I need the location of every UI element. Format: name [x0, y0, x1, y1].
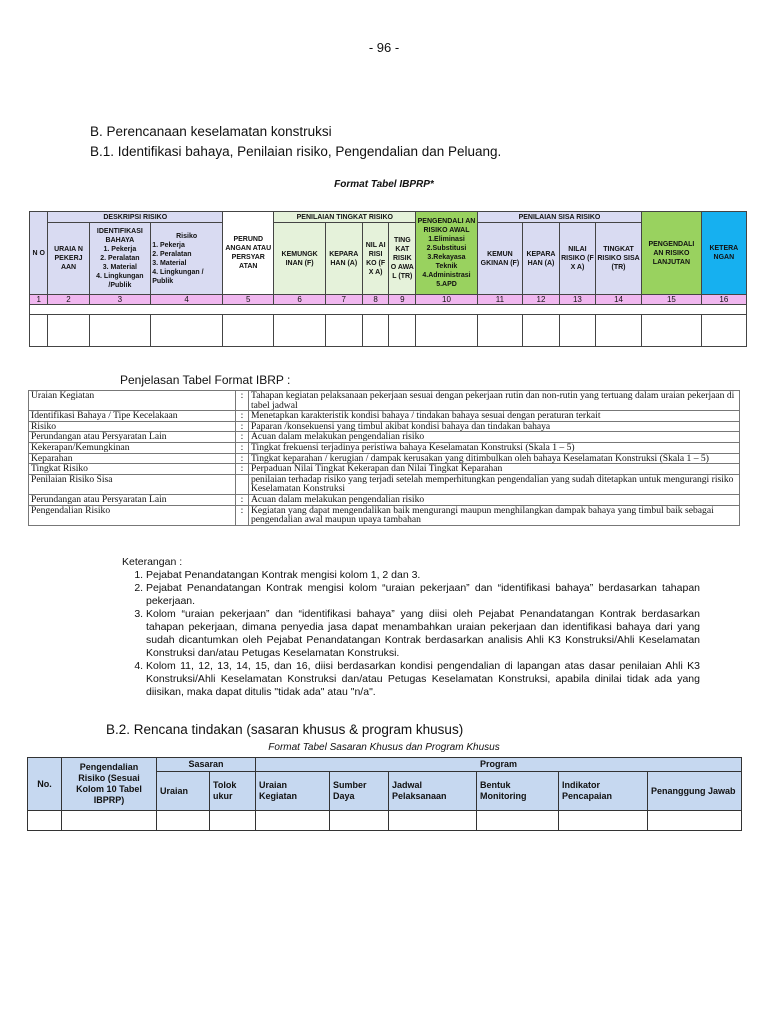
list-item: 1. Pejabat Penandatangan Kontrak mengisi kolom 1, 2 dan 3.	[146, 569, 700, 582]
program-header: Program	[256, 758, 742, 772]
description: Tahapan kegiatan pelaksanaan pekerjaan sesuai dengan pekerjaan rutin dan non-rutin yang tertuang dalam uraian pekerjaan di tabel jadwal	[249, 391, 740, 411]
pengendalian-item: 4.Administrasi	[422, 272, 471, 279]
col-keparahan-sisa: KEPARA HAN (A)	[523, 223, 560, 295]
column-number: 10	[416, 295, 478, 305]
separator: :	[236, 432, 249, 443]
empty-row	[30, 315, 747, 347]
col-keterangan: KETERA NGAN	[701, 212, 746, 295]
column-number: 7	[325, 295, 362, 305]
col-tolok-ukur: Tolok ukur	[210, 772, 256, 811]
ibprp-caption: Format Tabel IBPRP*	[334, 179, 434, 190]
risiko-item: 4. Lingkungan / Publik	[152, 268, 204, 285]
description: Perpaduan Nilai Tingkat Kekerapan dan Nilai Tingkat Keparahan	[249, 464, 740, 475]
column-number: 2	[48, 295, 89, 305]
term: Perundangan atau Persyaratan Lain	[29, 494, 236, 505]
separator: :	[236, 442, 249, 453]
col-kemungkinan-sisa: KEMUN GKINAN (F)	[477, 223, 522, 295]
column-number: 14	[595, 295, 641, 305]
table-row	[29, 474, 740, 494]
column-number: 11	[477, 295, 522, 305]
keterangan-block	[120, 556, 700, 699]
col-pengendalian-awal	[416, 212, 478, 295]
separator: :	[236, 505, 249, 525]
term: Uraian Kegiatan	[29, 391, 236, 411]
penilaian-tingkat-risiko-header: PENILAIAN TINGKAT RISIKO	[274, 212, 416, 223]
ibprp-table	[29, 211, 747, 347]
term: Identifikasi Bahaya / Tipe Kecelakaan	[29, 411, 236, 422]
identifikasi-item: 4. Lingkungan /Publik	[96, 273, 144, 289]
section-heading-b2: B.2. Rencana tindakan (sasaran khusus & program khusus)	[106, 722, 464, 737]
term: Kekerapan/Kemungkinan	[29, 442, 236, 453]
column-number: 9	[389, 295, 416, 305]
col-nilai-risiko-sisa: NILAI RISIKO (F X A)	[559, 223, 595, 295]
description: Paparan /konsekuensi yang timbul akibat kondisi bahaya dan tindakan bahaya	[249, 421, 740, 432]
table-row	[29, 421, 740, 432]
col-no: No.	[28, 758, 62, 811]
col-pengendalian-lanjutan: PENGENDALI AN RISIKO LANJUTAN	[642, 212, 702, 295]
description: Acuan dalam melakukan pengendalian risiko	[249, 494, 740, 505]
col-uraian-kegiatan: Uraian Kegiatan	[256, 772, 330, 811]
description: penilaian terhadap risiko yang terjadi setelah memperhitungkan pengendalian yang sudah ditetapkan untuk mengurangi risiko Keselamatan Konstruksi	[249, 474, 740, 494]
col-tingkat-risiko-awal: TING KAT RISIK O AWA L (TR)	[389, 223, 416, 295]
col-no: N O	[30, 212, 48, 295]
term: Keparahan	[29, 453, 236, 464]
penjelasan-title: Penjelasan Tabel Format IBRP :	[120, 373, 291, 387]
table-row	[29, 411, 740, 422]
col-pengendalian-risiko: Pengendalian Risiko (Sesuai Kolom 10 Tabel IBPRP)	[62, 758, 157, 811]
separator: :	[236, 494, 249, 505]
pengendalian-item: 3.Rekayasa Teknik	[427, 254, 466, 270]
column-number: 3	[89, 295, 151, 305]
col-keparahan: KEPARA HAN (A)	[325, 223, 362, 295]
column-number: 12	[523, 295, 560, 305]
section-heading-b: B. Perencanaan keselamatan konstruksi	[90, 124, 332, 139]
col-tingkat-risiko-sisa: TINGKAT RISIKO SISA (TR)	[595, 223, 641, 295]
description: Acuan dalam melakukan pengendalian risiko	[249, 432, 740, 443]
col-penanggung-jawab: Penanggung Jawab	[648, 772, 742, 811]
separator	[236, 474, 249, 494]
table-row	[29, 464, 740, 475]
col-sumber-daya: Sumber Daya	[330, 772, 389, 811]
col-bentuk-monitoring: Bentuk Monitoring	[477, 772, 559, 811]
sasaran-caption: Format Tabel Sasaran Khusus dan Program Khusus	[268, 742, 500, 753]
column-number: 8	[362, 295, 389, 305]
term: Perundangan atau Persyaratan Lain	[29, 432, 236, 443]
sasaran-program-table	[27, 757, 742, 831]
description: Kegiatan yang dapat mengendalikan baik mengurangi maupun menghilangkan dampak bahaya yang timbul baik sebagai pengendalian awal maupun upaya tambahan	[249, 505, 740, 525]
col-perundangan: PERUND ANGAN ATAU PERSYAR ATAN	[223, 212, 274, 295]
table-row	[29, 442, 740, 453]
deskripsi-risiko-header: DESKRIPSI RISIKO	[48, 212, 223, 223]
col-uraian-pekerjaan: URAIA N PEKERJ AAN	[48, 223, 89, 295]
identifikasi-item: 2. Peralatan	[100, 255, 140, 262]
term: Pengendalian Risiko	[29, 505, 236, 525]
pengendalian-item: 1.Eliminasi	[428, 236, 465, 243]
col-nilai-risiko: NIL AI RISI KO (F X A)	[362, 223, 389, 295]
description: Menetapkan karakteristik kondisi bahaya / tindakan bahaya sesuai dengan peraturan terkait	[249, 411, 740, 422]
term: Tingkat Risiko	[29, 464, 236, 475]
column-number: 6	[274, 295, 325, 305]
identifikasi-title: IDENTIFIKASI BAHAYA	[96, 228, 143, 244]
risiko-title: Risiko	[176, 232, 198, 240]
term: Risiko	[29, 421, 236, 432]
column-number: 13	[559, 295, 595, 305]
list-item: 3. Kolom “uraian pekerjaan” dan “identifikasi bahaya” yang diisi oleh Pejabat Penandatangan Kontrak berdasarkan tahapan pekerjaan, dimana penyedia jasa dapat menambahkan uraian pekerjaan dan identifikasi bahaya dari yang sudah dicantumkan oleh Pejabat Penandatangan Kontrak berdasarkan analisis Ahli K3 Konstruksi/Ahli Keselamatan Konstruksi dan/atau Petugas Keselamatan Konstruksi.	[146, 608, 700, 660]
identifikasi-item: 3. Material	[102, 264, 137, 271]
column-number: 15	[642, 295, 702, 305]
term: Penilaian Risiko Sisa	[29, 474, 236, 494]
risiko-item: 2. Peralatan	[152, 250, 192, 258]
pengendalian-item: 2.Substitusi	[426, 245, 467, 252]
column-number: 5	[223, 295, 274, 305]
keterangan-title: Keterangan :	[122, 556, 183, 568]
col-jadwal-pelaksanaan: Jadwal Pelaksanaan	[389, 772, 477, 811]
page-number: - 96 -	[368, 40, 400, 55]
empty-row	[30, 305, 747, 315]
table-row	[29, 391, 740, 411]
table-row	[29, 494, 740, 505]
penjelasan-table	[28, 390, 740, 526]
column-number: 1	[30, 295, 48, 305]
table-row	[29, 505, 740, 525]
identifikasi-item: 1. Pekerja	[103, 246, 137, 253]
empty-row	[28, 811, 742, 831]
pengendalian-item: 5.APD	[436, 281, 457, 288]
sasaran-header: Sasaran	[157, 758, 256, 772]
column-number-row	[30, 295, 747, 305]
penilaian-sisa-risiko-header: PENILAIAN SISA RISIKO	[477, 212, 641, 223]
column-number: 16	[701, 295, 746, 305]
risiko-item: 1. Pekerja	[152, 241, 185, 249]
section-heading-b1: B.1. Identifikasi bahaya, Penilaian risiko, Pengendalian dan Peluang.	[90, 144, 502, 159]
col-uraian: Uraian	[157, 772, 210, 811]
col-risiko	[151, 223, 223, 295]
separator: :	[236, 391, 249, 411]
separator: :	[236, 411, 249, 422]
list-item: 2. Pejabat Penandatangan Kontrak mengisi kolom “uraian pekerjaan” dan “identifikasi bahaya” berdasarkan tahapan pekerjaan.	[146, 582, 700, 608]
list-item: 4. Kolom 11, 12, 13, 14, 15, dan 16, diisi berdasarkan kondisi pengendalian di lapangan atas dasar penilaian Ahli K3 Konstruksi/Ahli Keselamatan Konstruksi dan/atau Petugas Keselamatan Konstruksi, apabila dinilai tidak ada yang diisikan, maka dapat ditulis "tidak ada" atau "n/a".	[146, 660, 700, 699]
col-kemungkinan: KEMUNGK INAN (F)	[274, 223, 325, 295]
col-identifikasi-bahaya	[89, 223, 151, 295]
description: Tingkat frekuensi terjadinya peristiwa bahaya Keselamatan Konstruksi (Skala 1 – 5)	[249, 442, 740, 453]
col-indikator-pencapaian: Indikator Pencapaian	[559, 772, 648, 811]
keterangan-list	[120, 569, 700, 699]
separator: :	[236, 421, 249, 432]
risiko-item: 3. Material	[152, 259, 187, 267]
description: Tingkat keparahan / kerugian / dampak kerusakan yang ditimbulkan oleh bahaya Keselamatan Konstruksi (Skala 1 – 5)	[249, 453, 740, 464]
separator: :	[236, 464, 249, 475]
table-row	[29, 453, 740, 464]
pengendalian-awal-title: PENGENDALI AN RISIKO AWAL	[417, 218, 476, 234]
separator: :	[236, 453, 249, 464]
table-row	[29, 432, 740, 443]
column-number: 4	[151, 295, 223, 305]
